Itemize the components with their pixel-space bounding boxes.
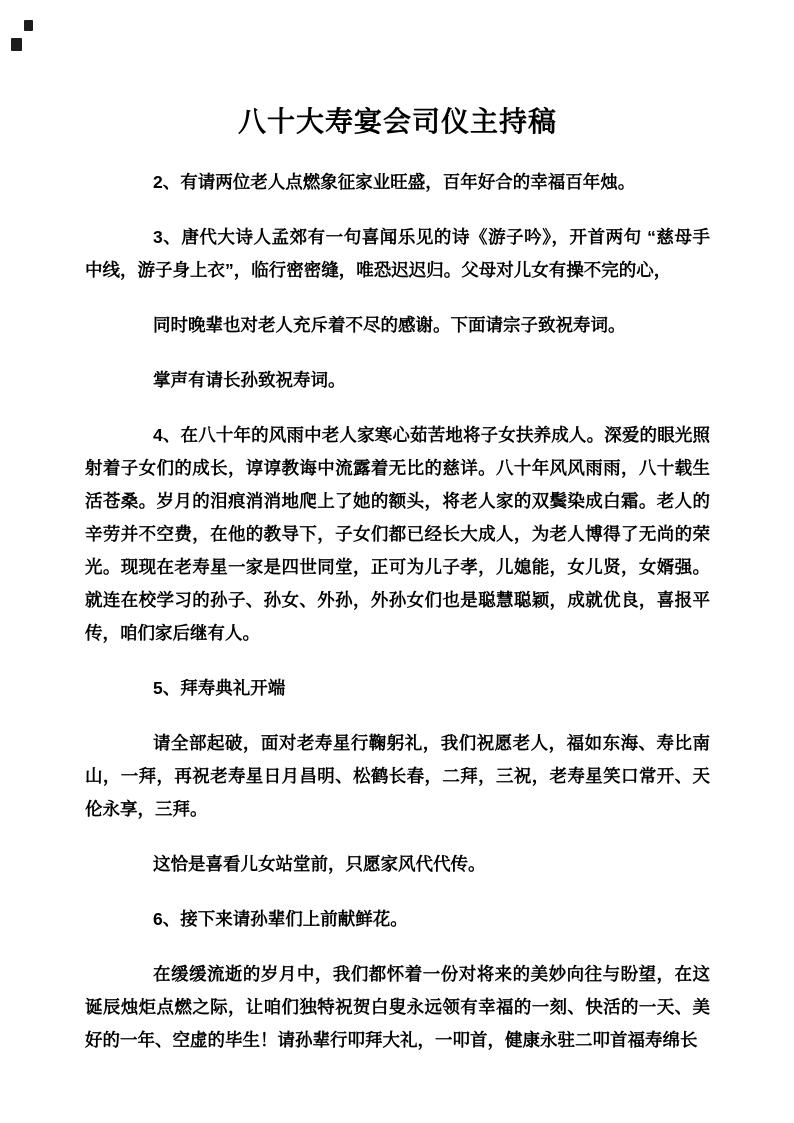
paragraph: 同时晚辈也对老人充斥着不尽的感谢。下面请宗子致祝寿词。 [153,315,626,335]
document-body [85,166,710,1057]
paragraph: 6、接下来请孙辈们上前献鲜花。 [153,909,408,929]
paragraph: 5、拜寿典礼开端 [153,678,286,698]
document-content [85,100,710,1079]
paragraph: 2、有请两位老人点燃象征家业旺盛，百年好合的幸福百年烛。 [153,172,636,192]
corner-mark-icon [24,20,33,31]
document-title: 八十大寿宴会司仪主持稿 [237,106,557,137]
paragraph: 掌声有请长孙致祝寿词。 [153,370,346,390]
paragraph: 请全部起破，面对老寿星行鞠躬礼，我们祝愿老人，福如东海、寿比南山，一拜，再祝老寿星日月昌明、松鹤长春，二拜，三祝，老寿星笑口常开、天伦永享，三拜。 [85,733,710,819]
paragraph: 3、唐代大诗人孟郊有一句喜闻乐见的诗《游子吟》，开首两句 “慈母手中线，游子身上衣”，临行密密缝，唯恐迟迟归。父母对儿女有操不完的心， [85,227,710,280]
paragraph: 在缓缓流逝的岁月中，我们都怀着一份对将来的美妙向往与盼望，在这诞辰烛炬点燃之际，让咱们独特祝贺白叟永远领有幸福的一刻、快活的一天、美好的一年、空虚的毕生！请孙辈行叩拜大礼，一叩首，健康永驻二叩首福寿绵长 [85,964,710,1050]
paragraph: 这恰是喜看儿女站堂前，只愿家风代代传。 [153,854,486,874]
corner-mark-icon [11,38,22,51]
paragraph: 4、在八十年的风雨中老人家寒心茹苦地将子女扶养成人。深爱的眼光照射着子女们的成长，谆谆教诲中流露着无比的慈详。八十年风风雨雨，八十载生活苍桑。岁月的泪痕消消地爬上了她的额头，将老人家的双鬓染成白霜。老人的辛劳并不空费，在他的教导下，子女们都已经长大成人，为老人博得了无尚的荣光。现现在老寿星一家是四世同堂，正可为儿子孝，儿媳能，女儿贤，女婿强。就连在校学习的孙子、孙女、外孙，外孙女们也是聪慧聪颖，成就优良，喜报平传，咱们家后继有人。 [85,425,710,643]
